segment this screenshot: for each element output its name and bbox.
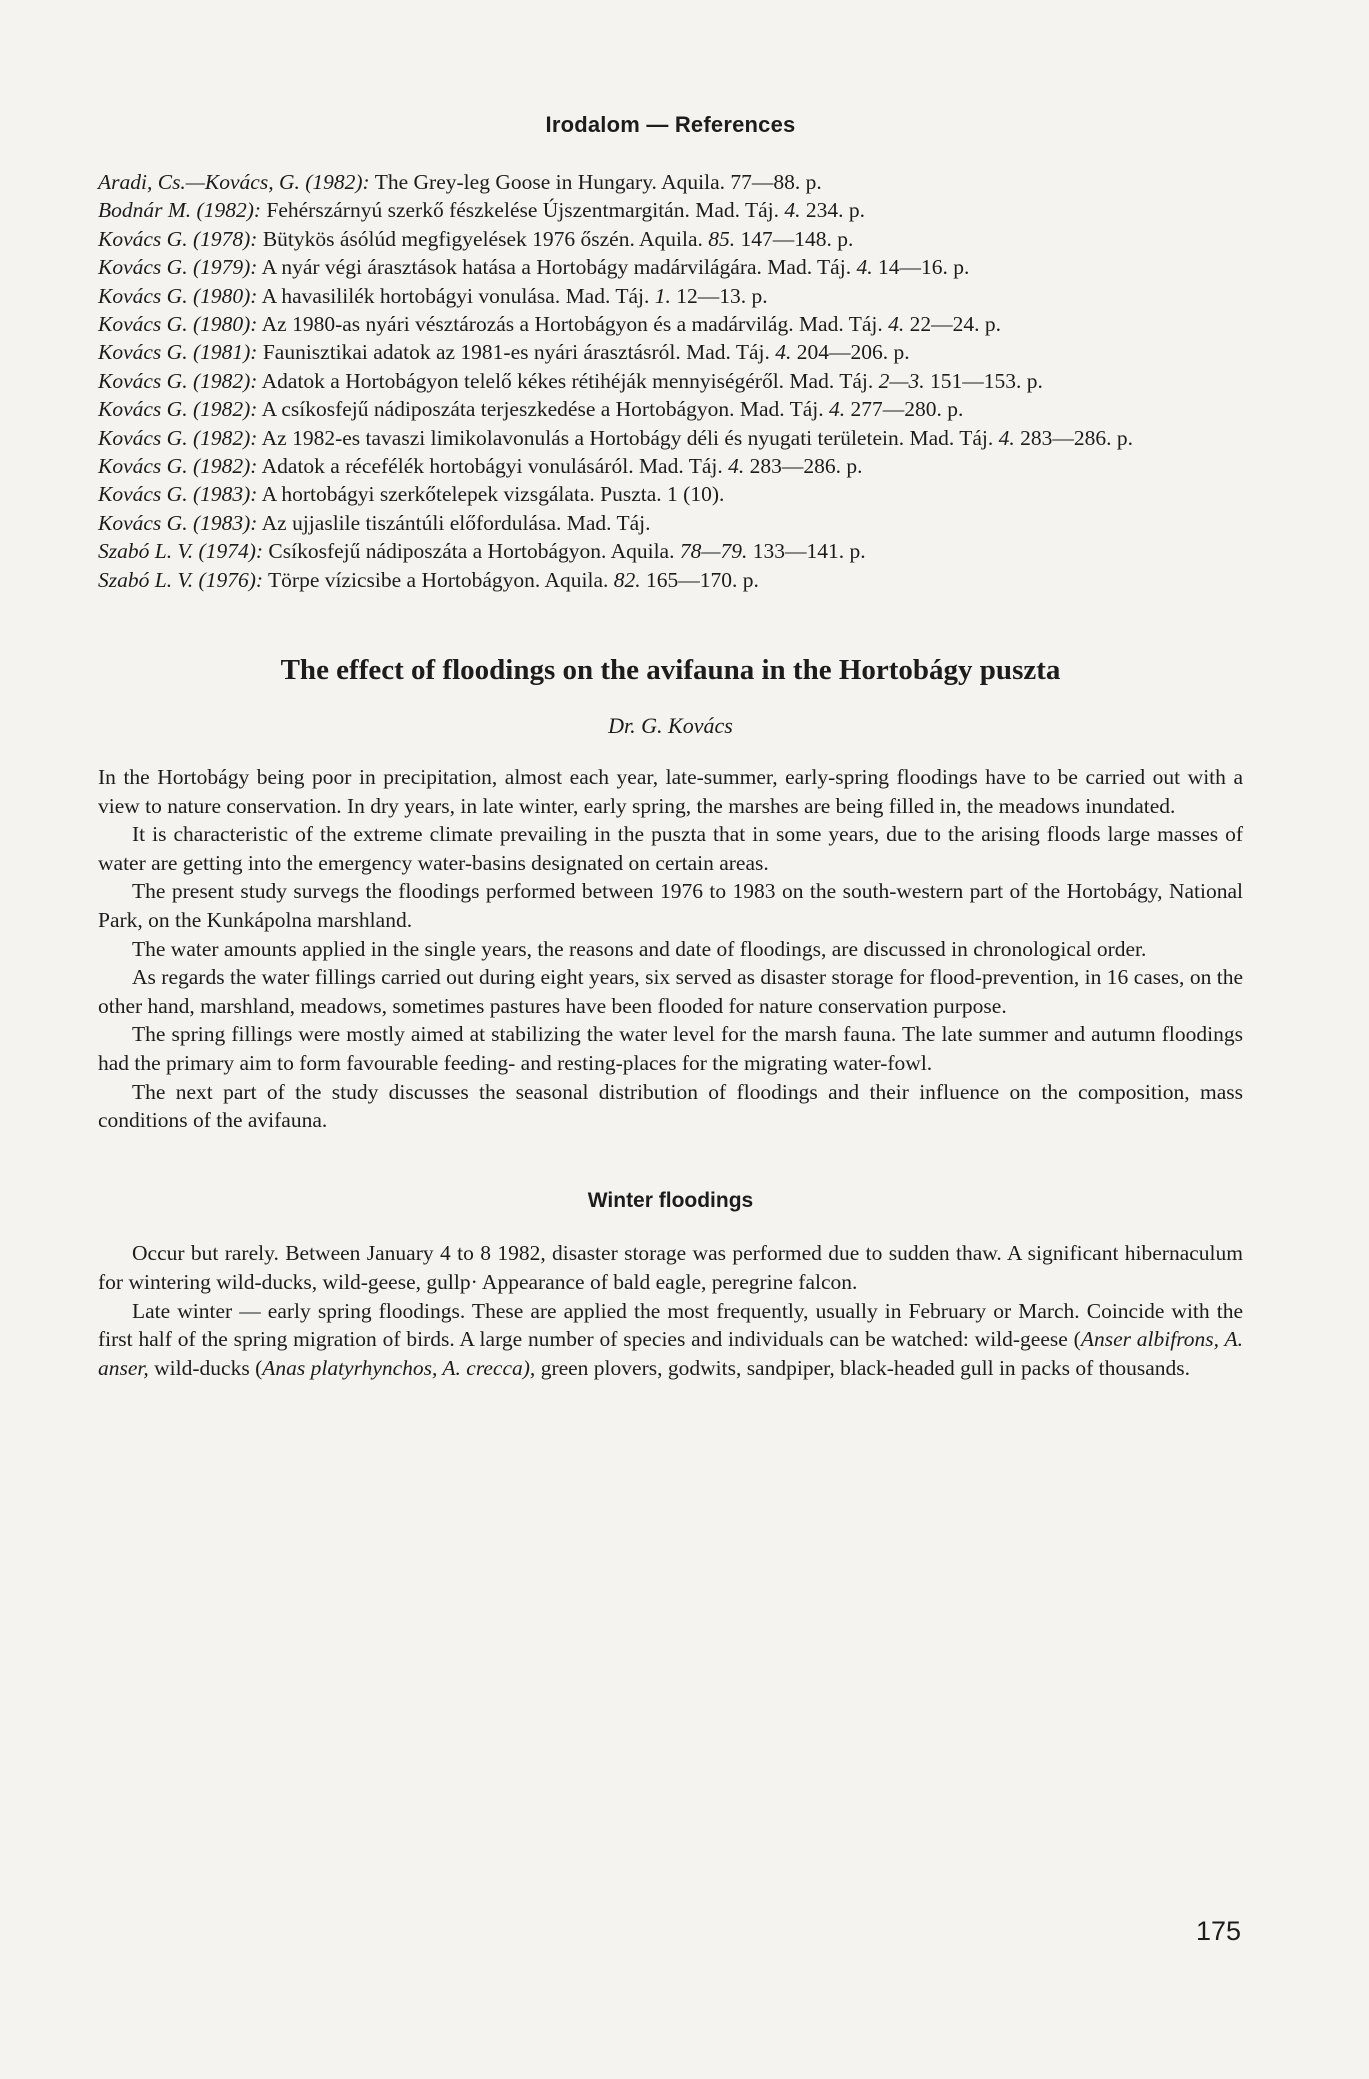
reference-item <box>98 196 1243 224</box>
reference-text: Adatok a récefélék hortobágyi vonulásáról. Mad. Táj. <box>261 454 723 479</box>
abstract-paragraph: The spring fillings were mostly aimed at stabilizing the water level for the marsh fauna. The late summer and autumn floodings had the primary aim to form favourable feeding- and resting-places for the migrating water-fowl. <box>98 1022 1243 1076</box>
abstract-paragraph: It is characteristic of the extreme climate prevailing in the puszta that in some years, due to the arising floods large masses of water are getting into the emergency water-basins designated on certain areas. <box>98 822 1243 875</box>
reference-volume: 85. <box>708 226 736 251</box>
reference-pages: 277—280. p. <box>850 397 964 422</box>
reference-item <box>98 310 1243 338</box>
reference-volume: 4. <box>775 340 792 365</box>
reference-pages: 234. p. <box>805 198 866 223</box>
reference-item <box>98 367 1243 395</box>
reference-pages: 22—24. p. <box>909 312 1001 337</box>
reference-volume: 4. <box>998 425 1015 450</box>
section-heading-winter: Winter floodings <box>587 1188 754 1212</box>
reference-text: Bütykös ásólúd megfigyelések 1976 őszén. Aquila. <box>262 226 703 251</box>
reference-item <box>98 566 1243 594</box>
reference-text: A hortobágyi szerkőtelepek vizsgálata. Puszta. 1 (10). <box>261 482 725 507</box>
abstract <box>98 763 1243 1135</box>
reference-author: Szabó L. V. (1974): <box>98 539 264 564</box>
reference-author: Kovács G. (1982): <box>98 368 258 393</box>
reference-pages: 283—286. p. <box>1020 425 1133 450</box>
reference-author: Szabó L. V. (1976): <box>98 567 264 592</box>
section-paragraph: Occur but rarely. Between January 4 to 8 1982, disaster storage was performed due to sudden thaw. A significant hibernaculum for wintering wild-ducks, wild-geese, gullp· Appearance of bald eagle, peregrine falcon. <box>98 1241 1243 1294</box>
reference-text: Törpe vízicsibe a Hortobágyon. Aquila. <box>268 567 609 592</box>
reference-author: Kovács G. (1982): <box>98 454 258 479</box>
reference-item <box>98 282 1243 310</box>
reference-text: Faunisztikai adatok az 1981-es nyári árasztásról. Mad. Táj. <box>262 340 770 365</box>
species-name: Anas platyrhynchos, A. crecca), <box>262 1355 536 1380</box>
reference-author: Kovács G. (1981): <box>98 340 258 365</box>
abstract-paragraph: As regards the water fillings carried out during eight years, six served as disaster storage for flood-prevention, in 16 cases, on the other hand, marshland, meadows, sometimes pastures have been flooded for nature conservation purpose. <box>98 965 1243 1018</box>
reference-volume: 82. <box>613 567 641 592</box>
abstract-paragraph: The next part of the study discusses the seasonal distribution of floodings and their influence on the composition, mass conditions of the avifauna. <box>98 1079 1243 1133</box>
reference-author: Kovács G. (1983): <box>98 510 258 535</box>
reference-pages: 151—153. p. <box>929 368 1043 393</box>
reference-pages: 204—206. p. <box>796 340 910 365</box>
reference-item <box>98 395 1243 423</box>
reference-volume: 78—79. <box>679 539 748 564</box>
reference-volume: 4. <box>728 454 745 479</box>
reference-author: Kovács G. (1982): <box>98 425 258 450</box>
reference-item <box>98 253 1243 281</box>
reference-item <box>98 480 1243 508</box>
reference-text: The Grey-leg Goose in Hungary. Aquila. 77—88. p. <box>374 170 822 194</box>
reference-volume: 4. <box>856 255 873 280</box>
article-author: Dr. G. Kovács <box>608 713 733 739</box>
reference-volume: 1. <box>654 283 671 308</box>
reference-text: Az ujjaslile tiszántúli előfordulása. Mad. Táj. <box>261 510 651 535</box>
reference-volume: 4. <box>784 198 801 223</box>
abstract-paragraph: In the Hortobágy being poor in precipitation, almost each year, late-summer, early-spring floodings have to be carried out with a view to nature conservation. In dry years, in late winter, early spring, the marshes are being filled in, the meadows inundated. <box>98 765 1243 818</box>
article-body <box>98 763 1243 1382</box>
page-number: 175 <box>1195 1916 1241 1946</box>
reference-item <box>98 168 1243 196</box>
reference-pages: 147—148. p. <box>740 226 854 251</box>
reference-item <box>98 537 1243 565</box>
reference-text: Az 1980-as nyári vésztározás a Hortobágyon és a madárvilág. Mad. Táj. <box>261 312 883 337</box>
reference-author: Kovács G. (1980): <box>98 312 258 337</box>
reference-item <box>98 452 1243 480</box>
reference-pages: 283—286. p. <box>749 454 863 479</box>
reference-pages: 14—16. p. <box>877 255 970 280</box>
reference-text: Fehérszárnyú szerkő fészkelése Újszentmargitán. Mad. Táj. <box>266 198 780 223</box>
reference-item <box>98 225 1243 253</box>
references-heading: Irodalom — References <box>545 112 796 137</box>
reference-pages: 12—13. p. <box>676 283 768 308</box>
reference-volume: 2—3. <box>878 368 925 393</box>
reference-item <box>98 509 1243 537</box>
reference-text: Csíkosfejű nádiposzáta a Hortobágyon. Aquila. <box>268 539 675 564</box>
reference-author: Bodnár M. (1982): <box>98 198 262 223</box>
reference-text: A nyár végi árasztások hatása a Hortobágy madárvilágára. Mad. Táj. <box>261 255 852 280</box>
text-run: wild-ducks ( <box>148 1355 263 1380</box>
text-run: green plovers, godwits, sandpiper, black-headed gull in packs of thousands. <box>535 1355 1191 1380</box>
reference-text: Adatok a Hortobágyon telelő kékes rétihéják mennyiségéről. Mad. Táj. <box>261 368 874 393</box>
reference-pages: 165—170. p. <box>646 567 759 592</box>
text-run: Late winter — early spring floodings. These are applied the most frequently, usually in February or March. Coincide with the first half of the spring migration of birds. A large number of species and individuals can be watched: wild-geese ( <box>98 1298 1243 1352</box>
reference-author: Aradi, Cs.—Kovács, G. (1982): <box>98 170 370 194</box>
abstract-paragraph: The water amounts applied in the single years, the reasons and date of floodings, are discussed in chronological order. <box>132 936 1147 961</box>
reference-author: Kovács G. (1978): <box>98 226 258 251</box>
reference-text: Az 1982-es tavaszi limikolavonulás a Hortobágy déli és nyugati területein. Mad. Táj. <box>261 425 994 450</box>
reference-volume: 4. <box>829 397 846 422</box>
reference-author: Kovács G. (1979): <box>98 255 258 280</box>
reference-item <box>98 338 1243 366</box>
reference-pages: 133—141. p. <box>752 539 866 564</box>
reference-author: Kovács G. (1980): <box>98 283 258 308</box>
abstract-paragraph: The present study survegs the floodings performed between 1976 to 1983 on the south-western part of the Hortobágy, National Park, on the Kunkápolna marshland. <box>98 879 1243 933</box>
reference-text: A havasililék hortobágyi vonulása. Mad. Táj. <box>261 283 650 308</box>
reference-text: A csíkosfejű nádiposzáta terjeszkedése a Hortobágyon. Mad. Táj. <box>261 397 824 422</box>
article-title: The effect of floodings on the avifauna in the Hortobágy puszta <box>280 654 1061 687</box>
page-content <box>98 112 1243 1382</box>
species-name: Anser albifrons, A. anser, <box>98 1327 1243 1380</box>
reference-author: Kovács G. (1983): <box>98 482 258 507</box>
reference-list <box>98 168 1243 594</box>
reference-author: Kovács G. (1982): <box>98 397 258 422</box>
reference-item <box>98 424 1243 452</box>
reference-volume: 4. <box>888 312 905 337</box>
section-paragraph <box>98 1297 1243 1383</box>
